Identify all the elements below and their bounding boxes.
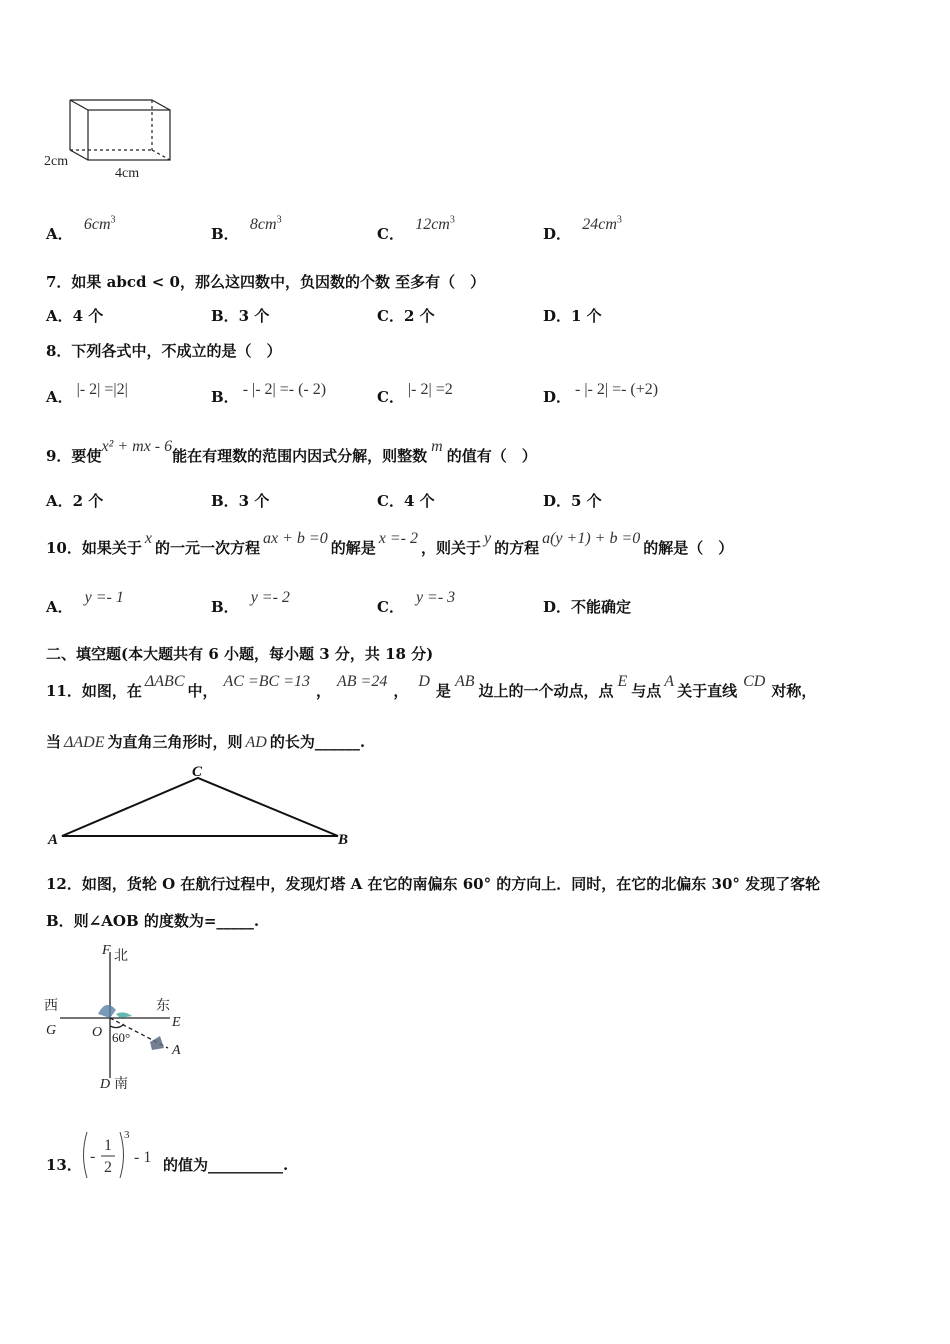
q6-option-d: D． $24cm^3$ xyxy=(543,214,622,243)
q13-minus: - xyxy=(90,1148,96,1165)
label-d: D xyxy=(100,1077,111,1092)
cuboid-figure xyxy=(40,90,190,185)
q12-stem-line1: 12．如图，货轮 O 在航行过程中，发现灯塔 A 在它的南偏东 60° 的方向上．同时，在它的北偏东 30° 发现了客轮 xyxy=(46,875,821,893)
section-title: 二、填空题(本大题共有 6 小题，每小题 3 分，共 18 分) xyxy=(46,645,434,663)
q10-option-a: A．y =- 1 xyxy=(46,589,124,616)
q11-stem-line1: 11．如图，在ΔABC中，AC =BC =13，AB =24，D是AB边上的一个动点，点E与点A关于直线CD对称， xyxy=(46,673,817,700)
q9-option-a: A．2 个 xyxy=(46,492,104,510)
label-g: G xyxy=(46,1023,57,1038)
vertex-c-label: C xyxy=(192,764,203,780)
height-label: 2cm xyxy=(44,154,69,169)
q10-option-b: B．y =- 2 xyxy=(211,589,290,616)
q7-option-b: B．3 个 xyxy=(211,307,270,325)
label-south: 南 xyxy=(114,1077,128,1092)
q6-option-b: B． $8cm^3$ xyxy=(211,214,282,243)
q11-stem-line2: 当 ΔADE 为直角三角形时，则 AD 的长为______. xyxy=(46,733,366,751)
triangle-figure xyxy=(40,760,360,850)
q8-stem: 8．下列各式中，不成立的是（ ） xyxy=(46,342,282,360)
q9-option-c: C．4 个 xyxy=(377,492,435,510)
q10-option-c: C．y =- 3 xyxy=(377,589,456,616)
q7-option-d: D．1 个 xyxy=(543,307,602,325)
vertex-a-label: A xyxy=(48,832,59,848)
q13-post: 的值为__________. xyxy=(163,1156,289,1174)
q6-option-a: A． $6cm^3$ xyxy=(46,214,116,243)
compass-figure xyxy=(40,940,210,1095)
q9-stem: 9．要使x² + mx - 6能在有理数的范围内因式分解，则整数m的值有（ ） xyxy=(46,438,537,465)
q8-option-b: B． - |- 2| =- (- 2) xyxy=(211,381,327,406)
q13-number: 13． xyxy=(46,1156,82,1174)
q7-option-c: C．2 个 xyxy=(377,307,435,325)
label-o: O xyxy=(92,1025,103,1040)
q9-option-d: D．5 个 xyxy=(543,492,602,510)
q13-exponent: 3 xyxy=(124,1129,130,1141)
q12-stem-line2: B．则∠AOB 的度数为=_____. xyxy=(46,912,260,930)
label-a: A xyxy=(172,1043,181,1058)
q7-option-a: A．4 个 xyxy=(46,307,104,325)
length-label: 4cm xyxy=(115,166,140,181)
label-f: F xyxy=(102,943,111,958)
label-north: 北 xyxy=(114,949,128,964)
label-angle: 60° xyxy=(112,1030,131,1045)
q13-frac-num: 1 xyxy=(104,1137,112,1154)
q10-option-d: D．不能确定 xyxy=(543,598,632,616)
vertex-b-label: B xyxy=(338,832,349,848)
label-e: E xyxy=(172,1015,181,1030)
q9-option-b: B．3 个 xyxy=(211,492,270,510)
q6-option-c: C． $12cm^3$ xyxy=(377,214,455,243)
q13-tail: - 1 xyxy=(134,1149,152,1166)
q10-stem: 10．如果关于x的一元一次方程ax + b =0的解是x =- 2，则关于y的方程a(y +1) + b =0的解是（ ） xyxy=(46,530,734,557)
q8-option-a: A． |- 2| =|2| xyxy=(46,381,128,406)
q7-stem: 7．如果 abcd < 0，那么这四数中，负因数的个数 至多有（ ） xyxy=(46,273,486,291)
q13-frac-den: 2 xyxy=(104,1159,112,1176)
label-west: 西 xyxy=(44,999,58,1014)
q8-option-c: C． |- 2| =2 xyxy=(377,381,453,406)
q8-option-d: D． - |- 2| =- (+2) xyxy=(543,381,659,406)
label-east: 东 xyxy=(156,999,170,1014)
q13-expression xyxy=(78,1126,163,1184)
